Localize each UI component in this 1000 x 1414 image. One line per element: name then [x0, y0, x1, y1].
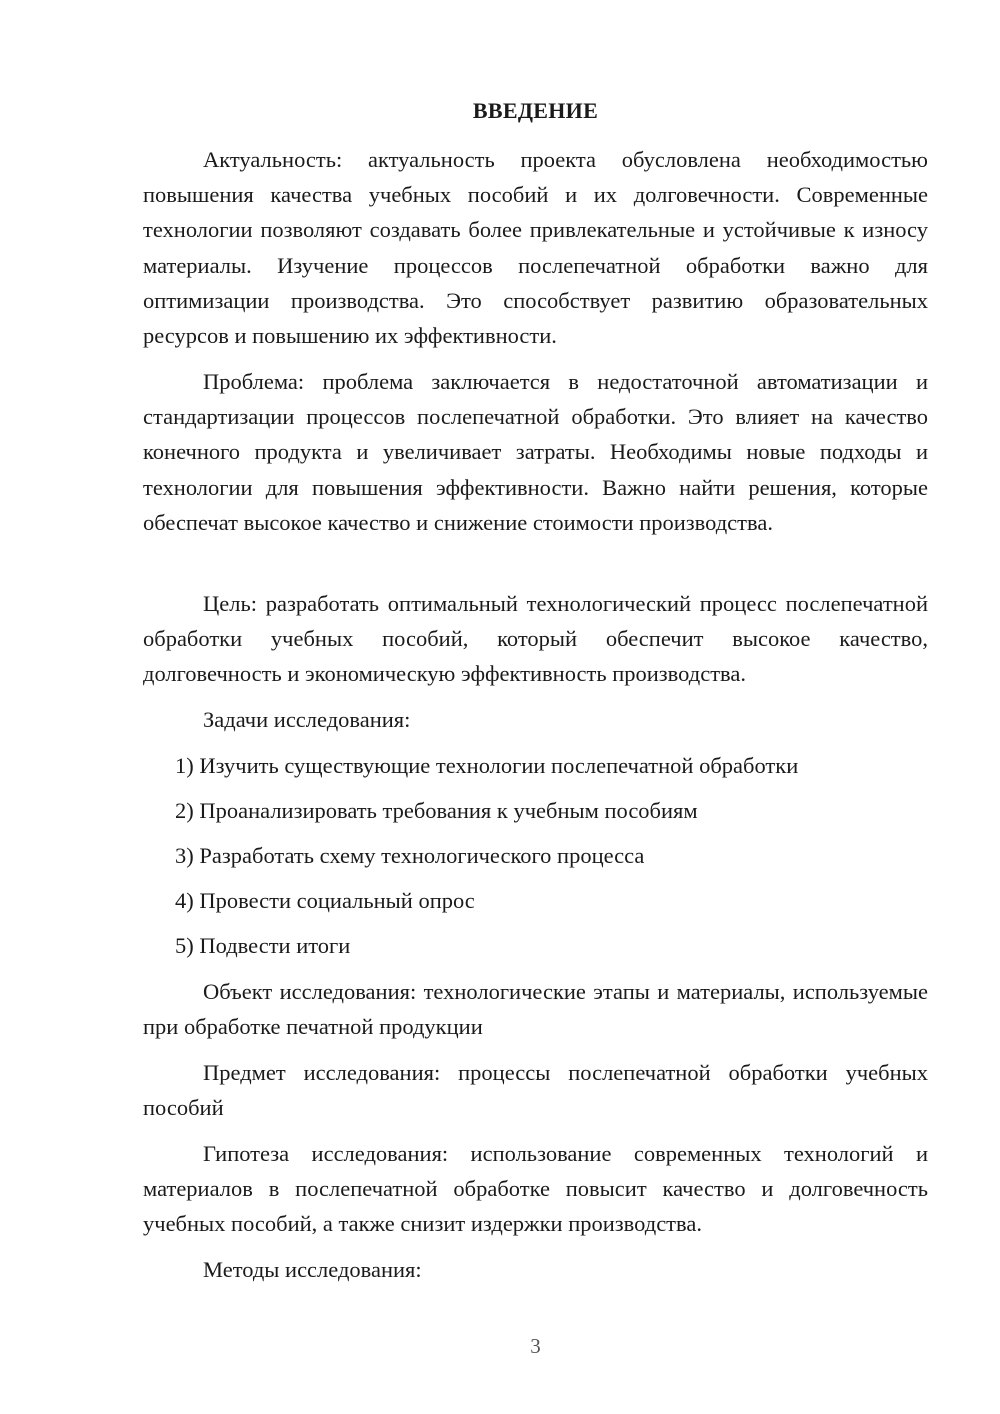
methods-heading: Методы исследования: — [203, 1257, 422, 1282]
task-item-2: 2) Проанализировать требования к учебным пособиям — [175, 798, 698, 823]
task-item-3: 3) Разработать схему технологического процесса — [175, 843, 645, 868]
subject-paragraph: Предмет исследования: процессы послепечатной обработки учебных пособий — [143, 1060, 928, 1121]
object-paragraph: Объект исследования: технологические этапы и материалы, используемые при обработке печатной продукции — [143, 979, 928, 1040]
task-item-1: 1) Изучить существующие технологии послепечатной обработки — [175, 753, 799, 778]
page-title: ВВЕДЕНИЕ — [472, 98, 599, 123]
problem-paragraph: Проблема: проблема заключается в недостаточной автоматизации и стандартизации процессов послепечатной обработки. Это влияет на качество конечного продукта и увеличивает затраты. Необходимы новые подходы и технологии для повышения эффективности. Важно найти решения, которые обеспечат высокое качество и снижение стоимости производства. — [143, 369, 928, 535]
task-item-4: 4) Провести социальный опрос — [175, 888, 475, 913]
task-item-5: 5) Подвести итоги — [175, 933, 351, 958]
goal-paragraph: Цель: разработать оптимальный технологический процесс послепечатной обработки учебных пособий, который обеспечит высокое качество, долговечность и экономическую эффективность производства. — [143, 591, 928, 687]
page-number: 3 — [530, 1334, 541, 1358]
tasks-heading: Задачи исследования: — [203, 707, 411, 732]
relevance-paragraph: Актуальность: актуальность проекта обусловлена необходимостью повышения качества учебных пособий и их долговечности. Современные технологии позволяют создавать более привлекательные и устойчивые к износу материалы. Изучение процессов послепечатной обработки важно для оптимизации производства. Это способствует развитию образовательных ресурсов и повышению их эффективности. — [143, 147, 928, 349]
hypothesis-paragraph: Гипотеза исследования: использование современных технологий и материалов в послепечатной обработке повысит качество и долговечность учебных пособий, а также снизит издержки производства. — [143, 1141, 928, 1237]
